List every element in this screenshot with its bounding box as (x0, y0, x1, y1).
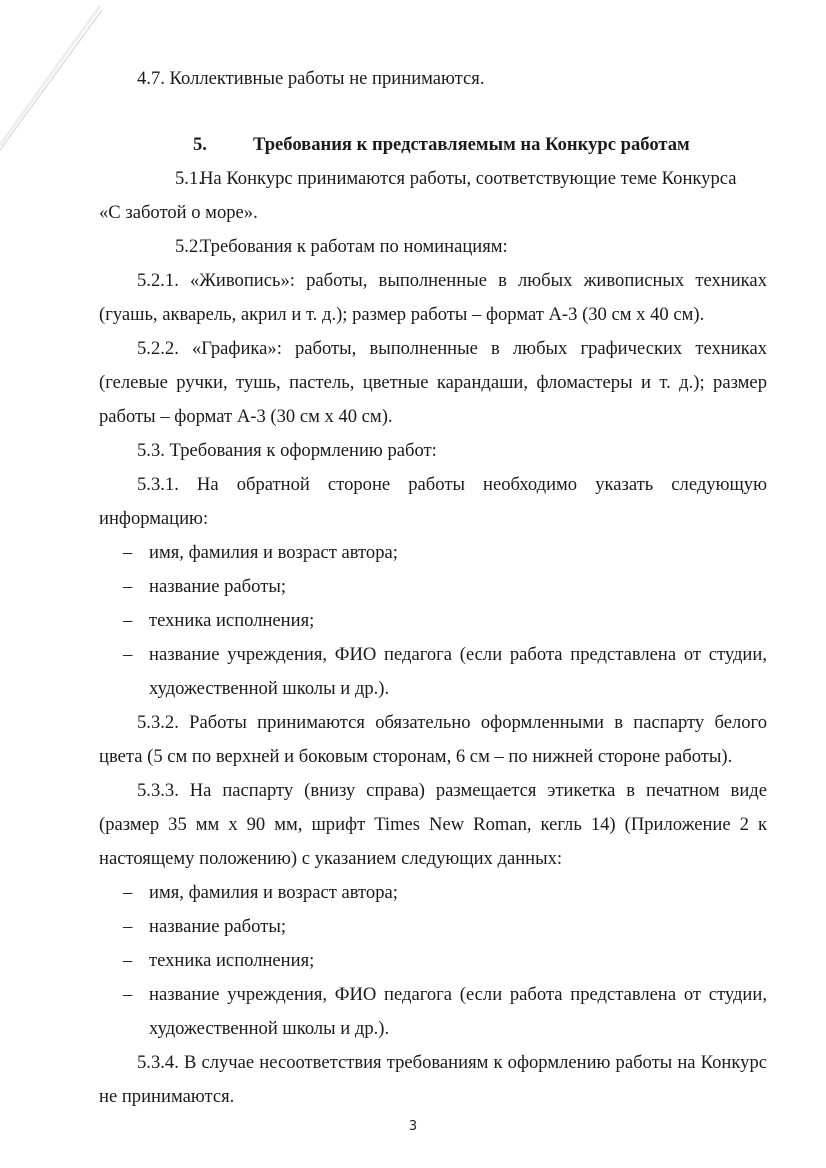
list-item (99, 944, 767, 978)
paragraph-5-2-text: Требования к работам по номинациям: (200, 236, 508, 257)
list-item (99, 536, 767, 570)
list-dash: – (123, 950, 133, 971)
paragraph-5-3-2: 5.3.2. Работы принимаются обязательно оформленными в паспарту белого цвета (5 см по верхней и боковым сторонам, 6 см – по нижней стороне работы). (99, 712, 767, 767)
section-5-heading (99, 128, 767, 162)
list-item-text: название учреждения, ФИО педагога (если работа представлена от студии, художественной школы и др.). (149, 984, 767, 1039)
list-label-info (99, 876, 767, 1046)
list-dash: – (123, 542, 133, 563)
list-item-text: название учреждения, ФИО педагога (если работа представлена от студии, художественной школы и др.). (149, 644, 767, 699)
paragraph-5-3-4: 5.3.4. В случае несоответствия требованиям к оформлению работы на Конкурс не принимаются. (99, 1052, 767, 1107)
list-item-text: техника исполнения; (149, 950, 315, 971)
page-number: 3 (408, 1119, 418, 1134)
paragraph-5-1-continuation: «С заботой о море». (99, 202, 258, 223)
list-item-text: имя, фамилия и возраст автора; (149, 882, 398, 903)
list-item (99, 910, 767, 944)
list-item-text: название работы; (149, 576, 286, 597)
list-dash: – (123, 984, 133, 1005)
list-item (99, 604, 767, 638)
list-item-text: название работы; (149, 916, 286, 937)
list-item (99, 876, 767, 910)
paragraph-5-2-2: 5.2.2. «Графика»: работы, выполненные в любых графических техниках (гелевые ручки, тушь, пастель, цветные карандаши, фломастеры и т. д.); размер работы – формат А-3 (30 см х 40 см). (99, 338, 767, 427)
list-dash: – (123, 610, 133, 631)
section-5-number: 5. (193, 134, 207, 155)
list-item (99, 570, 767, 604)
section-5-title: Требования к представляемым на Конкурс работам (253, 134, 690, 155)
list-dash: – (123, 576, 133, 597)
list-dash: – (123, 882, 133, 903)
paragraph-5-1-text: На Конкурс принимаются работы, соответствующие теме Конкурса (200, 168, 737, 189)
paragraph-4-7: 4.7. Коллективные работы не принимаются. (137, 68, 485, 89)
list-author-info (99, 536, 767, 706)
paragraph-5-1-number: 5.1. (175, 168, 203, 189)
list-dash: – (123, 916, 133, 937)
paragraph-5-2-number: 5.2. (175, 236, 203, 257)
document-body (99, 62, 767, 1114)
paragraph-5-3-1: 5.3.1. На обратной стороне работы необходимо указать следующую информацию: (99, 474, 767, 529)
list-item (99, 978, 767, 1046)
list-dash: – (123, 644, 133, 665)
paragraph-5-2 (99, 230, 767, 264)
paragraph-5-1 (99, 162, 767, 196)
list-item-text: имя, фамилия и возраст автора; (149, 542, 398, 563)
paragraph-5-3: 5.3. Требования к оформлению работ: (137, 440, 437, 461)
paragraph-5-3-3: 5.3.3. На паспарту (внизу справа) размещается этикетка в печатном виде (размер 35 мм х 90 мм, шрифт Times New Roman, кегль 14) (Приложение 2 к настоящему положению) с указанием следующих данных: (99, 780, 767, 869)
list-item (99, 638, 767, 706)
list-item-text: техника исполнения; (149, 610, 315, 631)
paragraph-5-2-1: 5.2.1. «Живопись»: работы, выполненные в любых живописных техниках (гуашь, акварель, акрил и т. д.); размер работы – формат А-3 (30 см х 40 см). (99, 270, 767, 325)
